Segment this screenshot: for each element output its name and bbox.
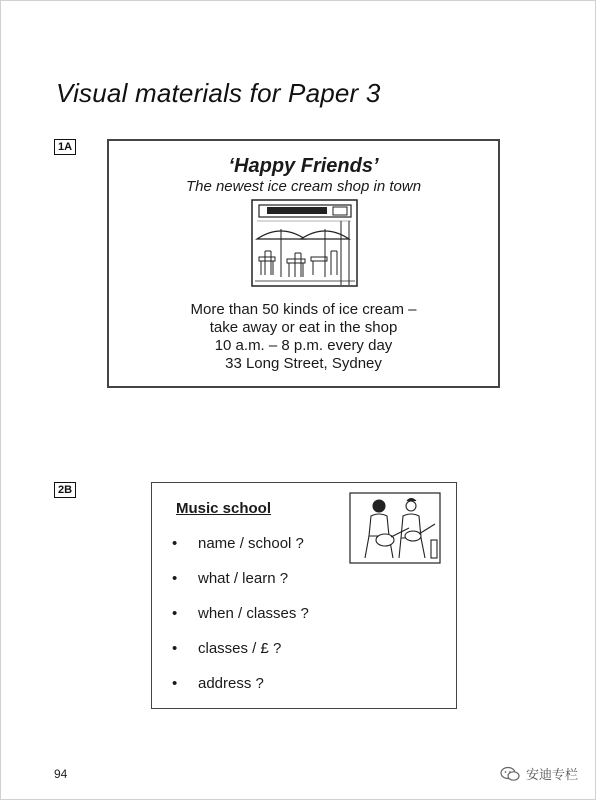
guitar-lesson-illustration-icon bbox=[349, 492, 441, 564]
shop-detail-line: 33 Long Street, Sydney bbox=[225, 355, 382, 372]
list-item bbox=[172, 535, 309, 570]
music-school-title: Music school bbox=[176, 500, 272, 517]
shop-tagline: The newest ice cream shop in town bbox=[185, 178, 422, 195]
bullet-icon: • bbox=[172, 535, 178, 552]
page-number: 94 bbox=[54, 767, 68, 781]
task-label-1a: 1A bbox=[54, 139, 76, 155]
prompt-text: classes / £ ? bbox=[198, 640, 282, 657]
list-item bbox=[172, 675, 309, 710]
shop-detail-line: take away or eat in the shop bbox=[209, 319, 398, 336]
prompt-text: what / learn ? bbox=[198, 570, 289, 587]
prompt-text: name / school ? bbox=[198, 535, 304, 552]
shop-name: ‘Happy Friends’ bbox=[228, 155, 379, 177]
watermark-text: 安迪专栏 bbox=[525, 767, 578, 782]
watermark bbox=[500, 764, 578, 783]
list-item bbox=[172, 570, 309, 605]
prompt-text: address ? bbox=[198, 675, 264, 692]
task-label-2b: 2B bbox=[54, 482, 76, 498]
ice-cream-shop-illustration-icon bbox=[251, 199, 358, 287]
bullet-icon: • bbox=[172, 570, 178, 587]
shop-detail-line: 10 a.m. – 8 p.m. every day bbox=[214, 337, 393, 354]
shop-detail-line: More than 50 kinds of ice cream – bbox=[190, 301, 417, 318]
page-title: Visual materials for Paper 3 bbox=[56, 78, 381, 108]
ice-cream-shop-card bbox=[107, 139, 500, 388]
shop-details bbox=[109, 301, 498, 373]
bullet-icon: • bbox=[172, 675, 178, 692]
list-item bbox=[172, 605, 309, 640]
prompt-list bbox=[172, 535, 309, 710]
music-school-card bbox=[151, 482, 457, 709]
bullet-icon: • bbox=[172, 605, 178, 622]
prompt-text: when / classes ? bbox=[198, 605, 309, 622]
bullet-icon: • bbox=[172, 640, 178, 657]
wechat-logo-icon bbox=[500, 766, 520, 782]
list-item bbox=[172, 640, 309, 675]
